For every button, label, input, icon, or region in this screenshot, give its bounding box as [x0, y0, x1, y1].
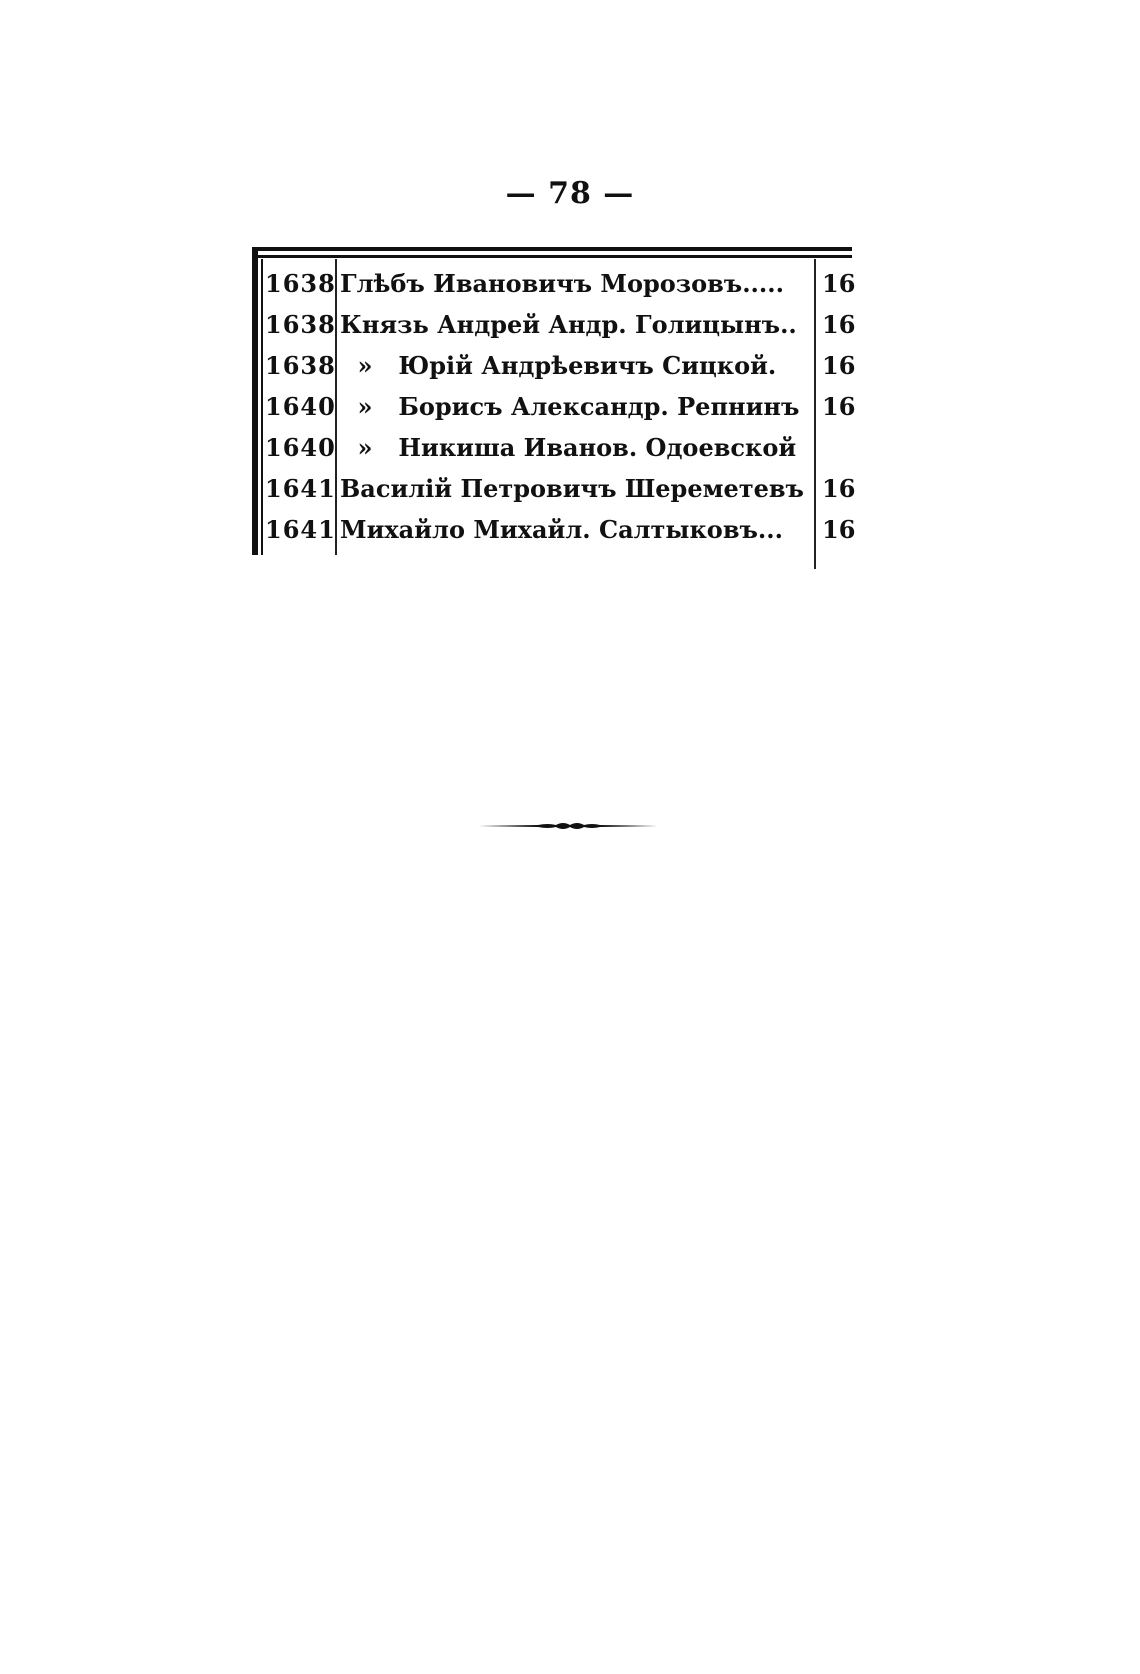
table-row — [252, 310, 856, 351]
row-ditto: » — [357, 392, 373, 421]
table-row — [252, 474, 856, 515]
row-ditto: » — [357, 351, 373, 380]
row-name-text: Никиша Иванов. Одоевской — [398, 433, 797, 462]
row-name — [340, 392, 812, 421]
row-name-text: Глѣбъ Ивановичъ Морозовъ..... — [340, 269, 784, 298]
row-year: 1638 — [265, 310, 336, 339]
row-name — [340, 474, 812, 503]
row-name — [340, 310, 812, 339]
row-next-year: 16 — [822, 269, 856, 298]
row-next-year: 16 — [822, 351, 856, 380]
row-year: 1640 — [265, 433, 336, 462]
row-name — [340, 351, 812, 380]
decorative-rule-icon — [478, 818, 658, 834]
table-top-rule-inner — [252, 255, 852, 258]
table-top-rule — [252, 247, 852, 251]
row-next-year: 16 — [822, 310, 856, 339]
page-number: — 78 — — [505, 176, 635, 211]
table-row — [252, 351, 856, 392]
appointments-table — [252, 247, 856, 569]
row-year: 1640 — [265, 392, 336, 421]
row-next-year: 16 — [822, 474, 856, 503]
row-name — [340, 433, 812, 462]
table-row — [252, 515, 856, 556]
row-year: 1641 — [265, 515, 336, 544]
row-year: 1638 — [265, 351, 336, 380]
row-name — [340, 269, 812, 298]
row-year: 1641 — [265, 474, 336, 503]
row-name-text: Борисъ Александр. Репнинъ — [398, 392, 800, 421]
row-name-text: Василій Петровичъ Шереметевъ — [340, 474, 804, 503]
table-row — [252, 269, 856, 310]
table-row — [252, 433, 852, 474]
row-next-year: 16 — [822, 515, 856, 544]
table-row — [252, 392, 856, 433]
row-name-text: Юрій Андрѣевичъ Сицкой. — [398, 351, 777, 380]
row-year: 1638 — [265, 269, 336, 298]
row-name-text: Михайло Михайл. Салтыковъ... — [340, 515, 783, 544]
row-next-year: 16 — [822, 392, 856, 421]
row-name — [340, 515, 812, 544]
row-name-text: Князь Андрей Андр. Голицынъ.. — [340, 310, 797, 339]
row-ditto: » — [357, 433, 373, 462]
